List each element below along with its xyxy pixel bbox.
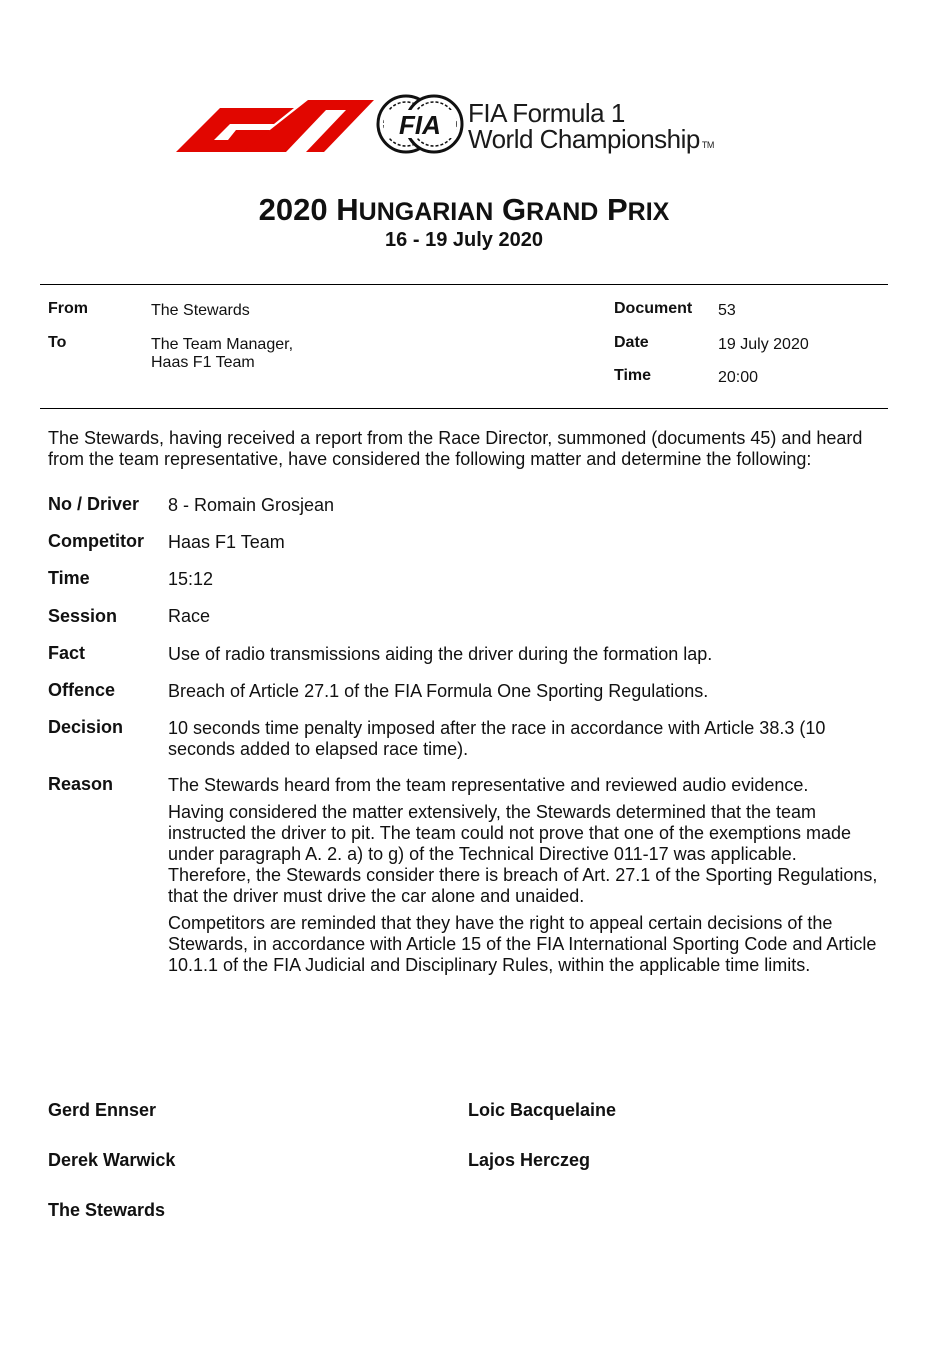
stewards-footer: The Stewards	[48, 1200, 166, 1220]
decision-label: Decision	[48, 717, 124, 737]
document-label: Document	[614, 300, 693, 317]
to-label: To	[48, 334, 67, 351]
fact-label: Fact	[48, 643, 86, 663]
brand-text	[468, 100, 714, 158]
decision-value: 10 seconds time penalty imposed after the race in accordance with Article 38.3 (10 seconds added to elapsed race time).	[168, 718, 826, 759]
trademark: TM	[701, 140, 714, 150]
reason-label: Reason	[48, 774, 114, 794]
from-label: From	[48, 300, 88, 317]
fact-value: Use of radio transmissions aiding the driver during the formation lap.	[168, 644, 713, 664]
brand-line-1: FIA Formula 1	[468, 98, 625, 128]
incident-time-label: Time	[48, 568, 90, 588]
session-value: Race	[168, 606, 211, 626]
time-value: 20:00	[718, 369, 759, 386]
steward-signature-1: Gerd Ennser	[48, 1100, 157, 1120]
session-label: Session	[48, 606, 118, 626]
offence-label: Offence	[48, 680, 116, 700]
page-title: 2020 HUNGARIAN GRAND PRIX	[258, 192, 670, 227]
intro-paragraph: The Stewards, having received a report from the Race Director, summoned (documents 45) and heard from the team representative, have considered the following matter and determine the following:	[48, 428, 863, 469]
reason-paragraph-1: The Stewards heard from the team representative and reviewed audio evidence.	[168, 775, 809, 795]
event-dates: 16 - 19 July 2020	[385, 229, 543, 251]
to-value: The Team Manager, Haas F1 Team	[151, 336, 294, 371]
reason-value	[168, 775, 883, 982]
offence-value: Breach of Article 27.1 of the FIA Formula One Sporting Regulations.	[168, 681, 709, 701]
driver-value: 8 - Romain Grosjean	[168, 495, 335, 515]
reason-paragraph-3: Competitors are reminded that they have the right to appeal certain decisions of the Stewards, in accordance with Article 15 of the FIA International Sporting Code and Article 10.1.1 of the FIA Judicial and Disciplinary Rules, within the applicable time limits.	[168, 913, 877, 975]
time-label: Time	[614, 367, 652, 384]
from-value: The Stewards	[151, 302, 250, 319]
competitor-label: Competitor	[48, 531, 144, 551]
brand-line-2: World Championship TM	[468, 124, 714, 154]
fia-emblem-icon	[376, 94, 472, 156]
reason-paragraph-2: Having considered the matter extensively, the Stewards determined that the team instructed the driver to pit. The team could not prove that one of the exemptions made under paragraph A. 2. a) to g) of the Technical Directive 011-17 was applicable. Therefore, the Stewards consider there is breach of Art. 27.1 of the Sporting Regulations, that the driver must drive the car alone and unaided.	[168, 802, 878, 906]
steward-signature-3: Derek Warwick	[48, 1150, 176, 1170]
divider-bottom	[40, 408, 888, 409]
divider-top	[40, 284, 888, 285]
date-label: Date	[614, 334, 649, 351]
f1-logo-icon	[176, 96, 386, 158]
steward-signature-2: Loic Bacquelaine	[468, 1100, 617, 1120]
svg-text:FIA: FIA	[399, 110, 441, 140]
competitor-value: Haas F1 Team	[168, 532, 285, 552]
date-value: 19 July 2020	[718, 336, 809, 353]
steward-signature-4: Lajos Herczeg	[468, 1150, 591, 1170]
driver-label: No / Driver	[48, 494, 140, 514]
document-value: 53	[718, 302, 736, 319]
incident-time-value: 15:12	[168, 569, 214, 589]
